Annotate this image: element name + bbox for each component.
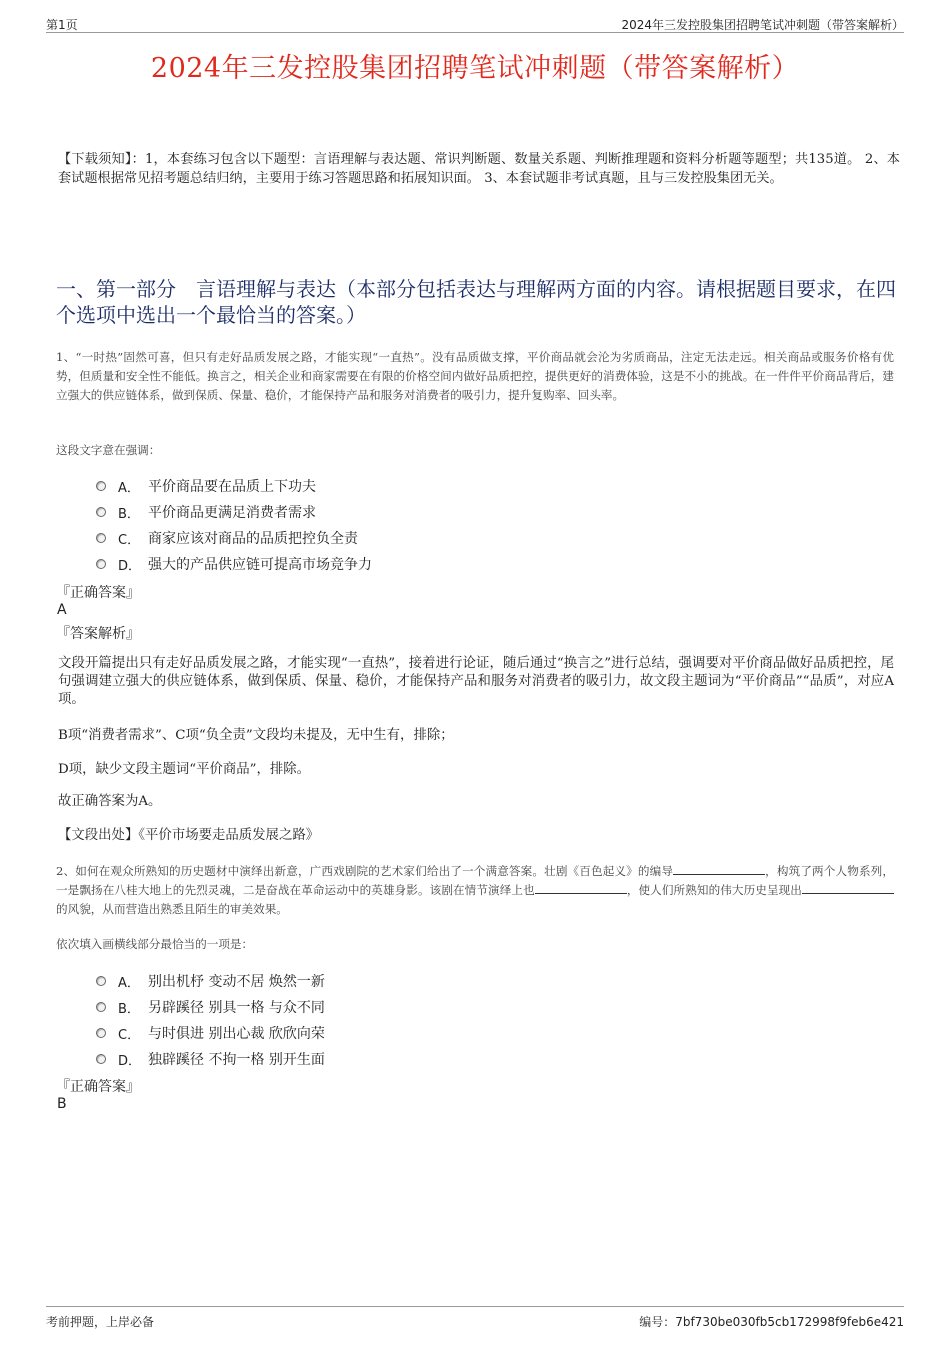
question-2-option-b[interactable]: B． 另辟蹊径 别具一格 与众不同: [96, 994, 325, 1020]
question-1-text: 1、“一时热”固然可喜，但只有走好品质发展之路，才能实现“一直热”。没有品质做支撑，平价商品就会沦为劣质商品，注定无法走远。相关商品或服务价格有优势，但质量和安全性不能低。换言之，相关企业和商家需要在有限的价格空间内做好品质把控，提供更好的消费体验，这是不小的挑战。在一件件平价商品背后，建立强大的供应链体系，做到保质、保量、稳价，才能保持产品和服务对消费者的吸引力，提升复购率、回头率。: [56, 350, 894, 402]
question-1-option-d[interactable]: D． 强大的产品供应链可提高市场竞争力: [96, 551, 372, 577]
question-1-answer-label: 『正确答案』: [56, 585, 140, 601]
section-title: 一、第一部分 言语理解与表达（本部分包括表达与理解两方面的内容。请根据题目要求，在四个选项中选出一个最恰当的答案。）: [56, 277, 896, 327]
radio-icon[interactable]: [96, 1028, 106, 1038]
question-1-option-b[interactable]: B． 平价商品更满足消费者需求: [96, 499, 372, 525]
question-2-option-a[interactable]: A． 别出机杼 变动不居 焕然一新: [96, 968, 325, 994]
footer-doc-id: 编号：7bf730be030fb5cb172998f9feb6e421: [639, 1315, 904, 1329]
header-doc-title: 2024年三发控股集团招聘笔试冲刺题（带答案解析）: [621, 18, 904, 32]
page-number: 第1页: [46, 18, 78, 32]
radio-icon[interactable]: [96, 976, 106, 986]
radio-icon[interactable]: [96, 507, 106, 517]
question-1-option-a[interactable]: A． 平价商品要在品质上下功夫: [96, 473, 372, 499]
question-1-analysis-p4: 故正确答案为A。: [58, 794, 162, 809]
page-title: 2024年三发控股集团招聘笔试冲刺题（带答案解析）: [150, 53, 800, 84]
page-footer: [46, 1306, 904, 1327]
question-2-option-c[interactable]: C． 与时俱进 别出心裁 欣欣向荣: [96, 1020, 325, 1046]
radio-icon[interactable]: [96, 1054, 106, 1064]
question-2-answer: B: [57, 1096, 67, 1112]
radio-icon[interactable]: [96, 1002, 106, 1012]
fill-blank-1[interactable]: [673, 862, 765, 875]
download-notice: 【下载须知】：1，本套练习包含以下题型：言语理解与表达题、常识判断题、数量关系题、判断推理题和资料分析题等题型；共135道。 2、本套试题根据常见招考题总结归纳，主要用于练习答题思路和拓展知识面。 3、本套试题非考试真题，且与三发控股集团无关。: [58, 152, 900, 186]
question-1-prompt: 这段文字意在强调：: [56, 443, 161, 457]
footer-slogan: 考前押题，上岸必备: [46, 1315, 155, 1329]
question-2-answer-label: 『正确答案』: [56, 1079, 140, 1095]
question-2-options: [96, 968, 325, 1072]
fill-blank-2[interactable]: [535, 881, 627, 894]
question-1-source: 【文段出处】《平价市场要走品质发展之路》: [58, 828, 320, 843]
question-1-answer: A: [57, 602, 67, 618]
question-1-analysis-label: 『答案解析』: [56, 626, 140, 642]
question-2-prompt: 依次填入画横线部分最恰当的一项是：: [56, 937, 254, 951]
question-1-analysis-p1: 文段开篇提出只有走好品质发展之路，才能实现“一直热”，接着进行论证，随后通过“换言之”进行总结，强调要对平价商品做好品质把控，尾句强调建立强大的供应链体系，做到保质、保量、稳价，才能保持产品和服务对消费者的吸引力，故文段主题词为“平价商品”“品质”，对应A项。: [58, 656, 894, 707]
question-2-option-d[interactable]: D． 独辟蹊径 不拘一格 别开生面: [96, 1046, 325, 1072]
question-1-analysis-p2: B项“消费者需求”、C项“负全责”文段均未提及，无中生有，排除；: [58, 728, 454, 743]
question-2-text: 2、如何在观众所熟知的历史题材中演绎出新意，广西戏剧院的艺术家们给出了一个满意答案。壮剧《百色起义》的编导 ，构筑了两个人物系列，一是飘扬在八桂大地上的先烈灵魂，二是奋战在革命运动中的英雄身影。该剧在情节演绎上也 ，使人们所熟知的伟大历史呈现出的风貌，从而营造出熟悉且陌生的审美效果。: [56, 864, 894, 916]
page-header: [46, 14, 904, 33]
radio-icon[interactable]: [96, 559, 106, 569]
fill-blank-3[interactable]: [802, 881, 894, 894]
question-1-option-c[interactable]: C． 商家应该对商品的品质把控负全责: [96, 525, 372, 551]
radio-icon[interactable]: [96, 481, 106, 491]
radio-icon[interactable]: [96, 533, 106, 543]
question-1-options: [96, 473, 372, 577]
question-1-analysis-p3: D项，缺少文段主题词“平价商品”，排除。: [58, 762, 311, 777]
